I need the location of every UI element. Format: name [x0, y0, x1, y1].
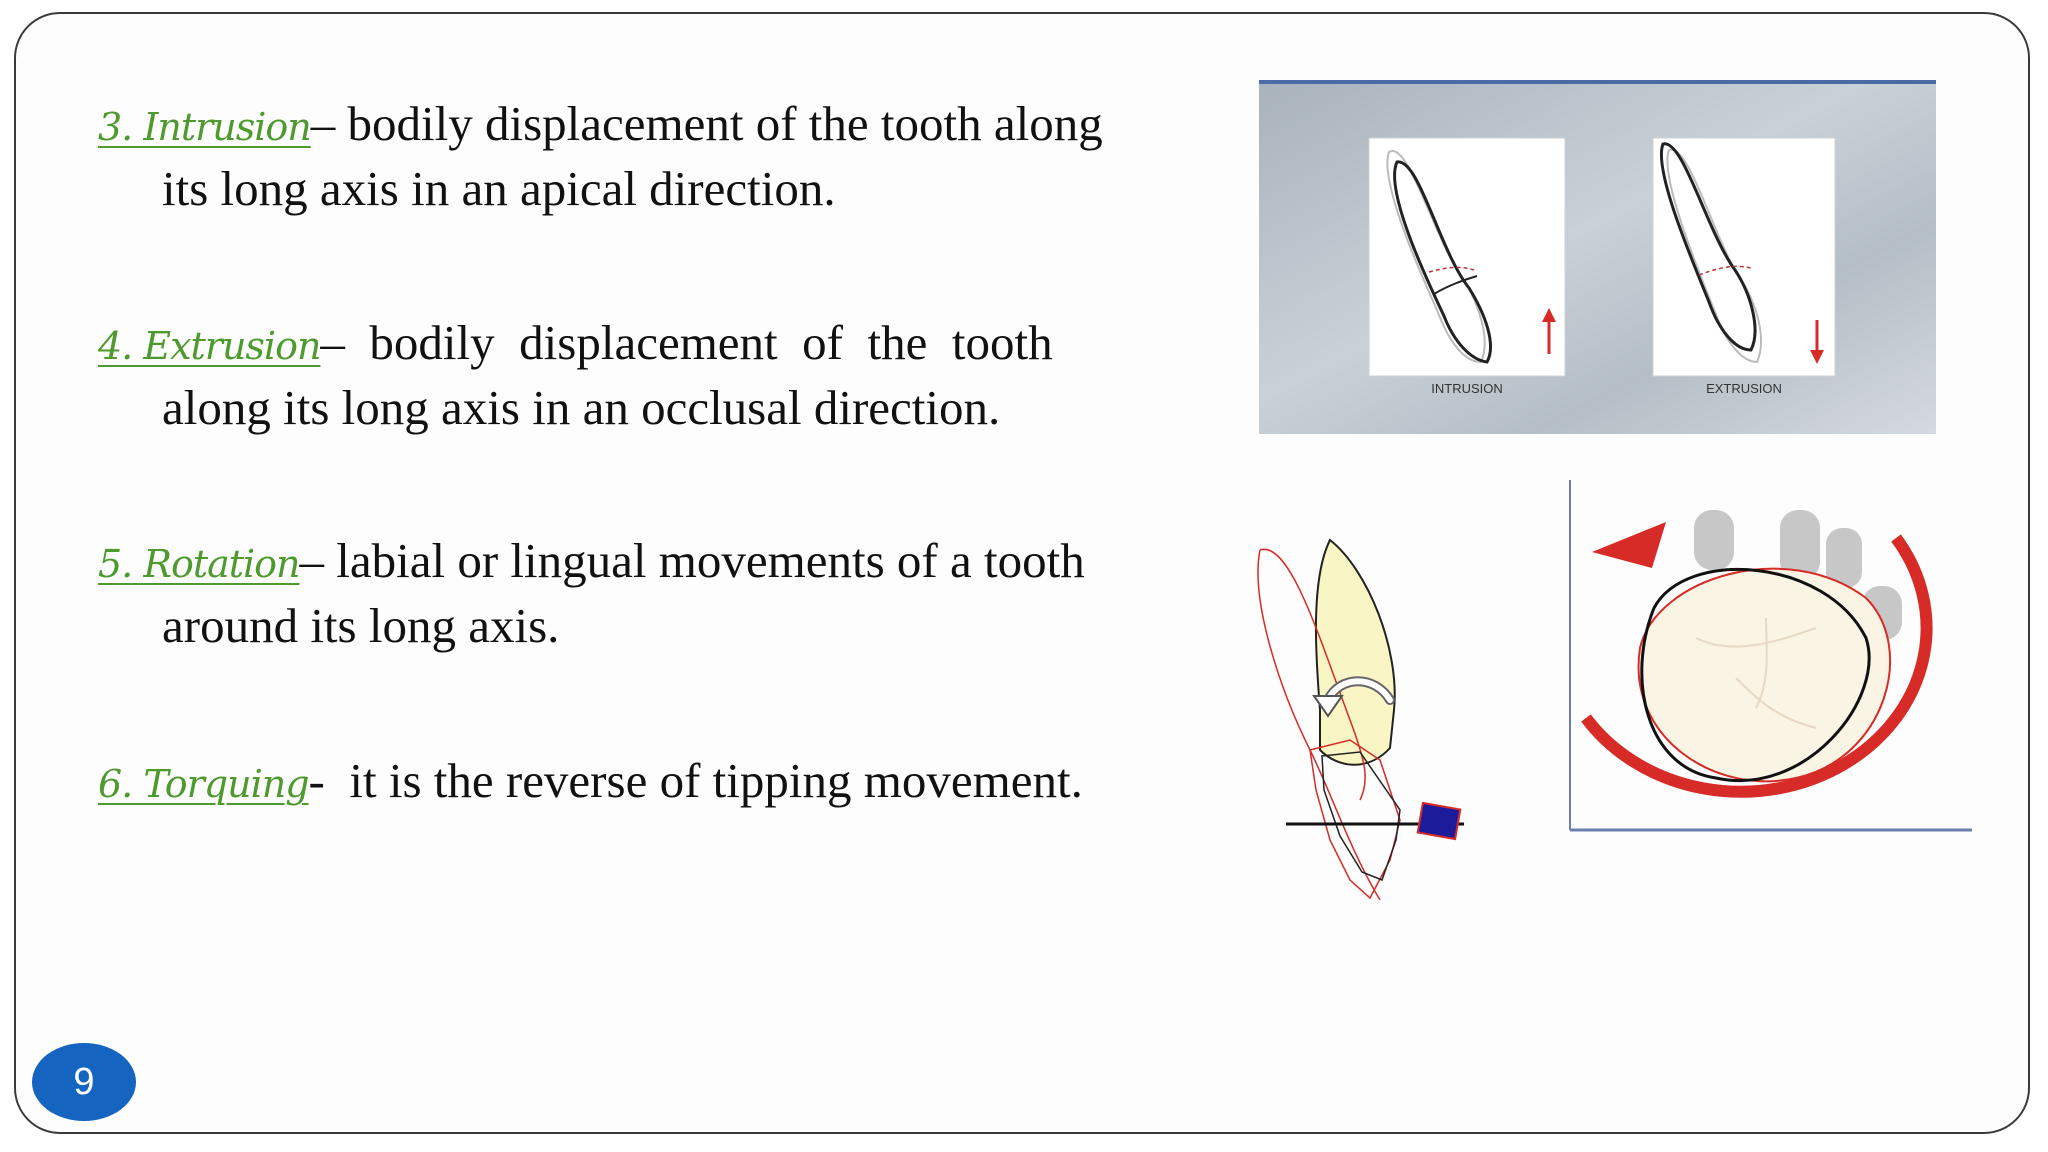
- definition-extrusion: [98, 312, 1118, 438]
- definition-continuation: its long axis in an apical direction.: [162, 161, 836, 216]
- definition-continuation: around its long axis.: [162, 598, 560, 653]
- tooth-root: [1316, 540, 1395, 765]
- rotated-tooth-outline: [1639, 569, 1891, 782]
- definition-text: – bodily displacement of the tooth along: [310, 96, 1103, 151]
- definition-line: [98, 93, 1118, 158]
- definition-continuation: along its long axis in an occlusal direction.: [162, 380, 1001, 435]
- definition-text: – labial or lingual movements of a tooth: [299, 533, 1085, 588]
- term-torquing: 6. Torquing: [98, 762, 309, 806]
- term-rotation: 5. Rotation: [98, 542, 300, 586]
- definition-intrusion: [98, 93, 1118, 219]
- intrusion-caption: INTRUSION: [1431, 381, 1503, 396]
- definition-line: [98, 312, 1118, 377]
- definition-torquing: [98, 750, 1118, 815]
- term-intrusion: 3. Intrusion: [98, 105, 311, 149]
- definition-line: [98, 530, 1118, 595]
- intrusion-extrusion-figure: [1259, 80, 1936, 434]
- intrusion-panel: [1369, 138, 1565, 376]
- rotation-figure: [1566, 478, 1974, 834]
- extrusion-panel: [1653, 138, 1835, 376]
- extrusion-caption: EXTRUSION: [1706, 381, 1782, 396]
- definition-rotation: [98, 530, 1118, 656]
- term-extrusion: 4. Extrusion: [98, 324, 321, 368]
- torque-tooth-figure: [1250, 520, 1490, 920]
- rotation-arrow-icon: [1592, 522, 1666, 568]
- definition-line: [98, 750, 1118, 815]
- definition-text: – bodily displacement of the tooth: [320, 315, 1053, 370]
- bracket-icon: [1418, 803, 1461, 839]
- definition-text: - it is the reverse of tipping movement.: [308, 753, 1083, 808]
- page-number-badge: 9: [32, 1043, 136, 1121]
